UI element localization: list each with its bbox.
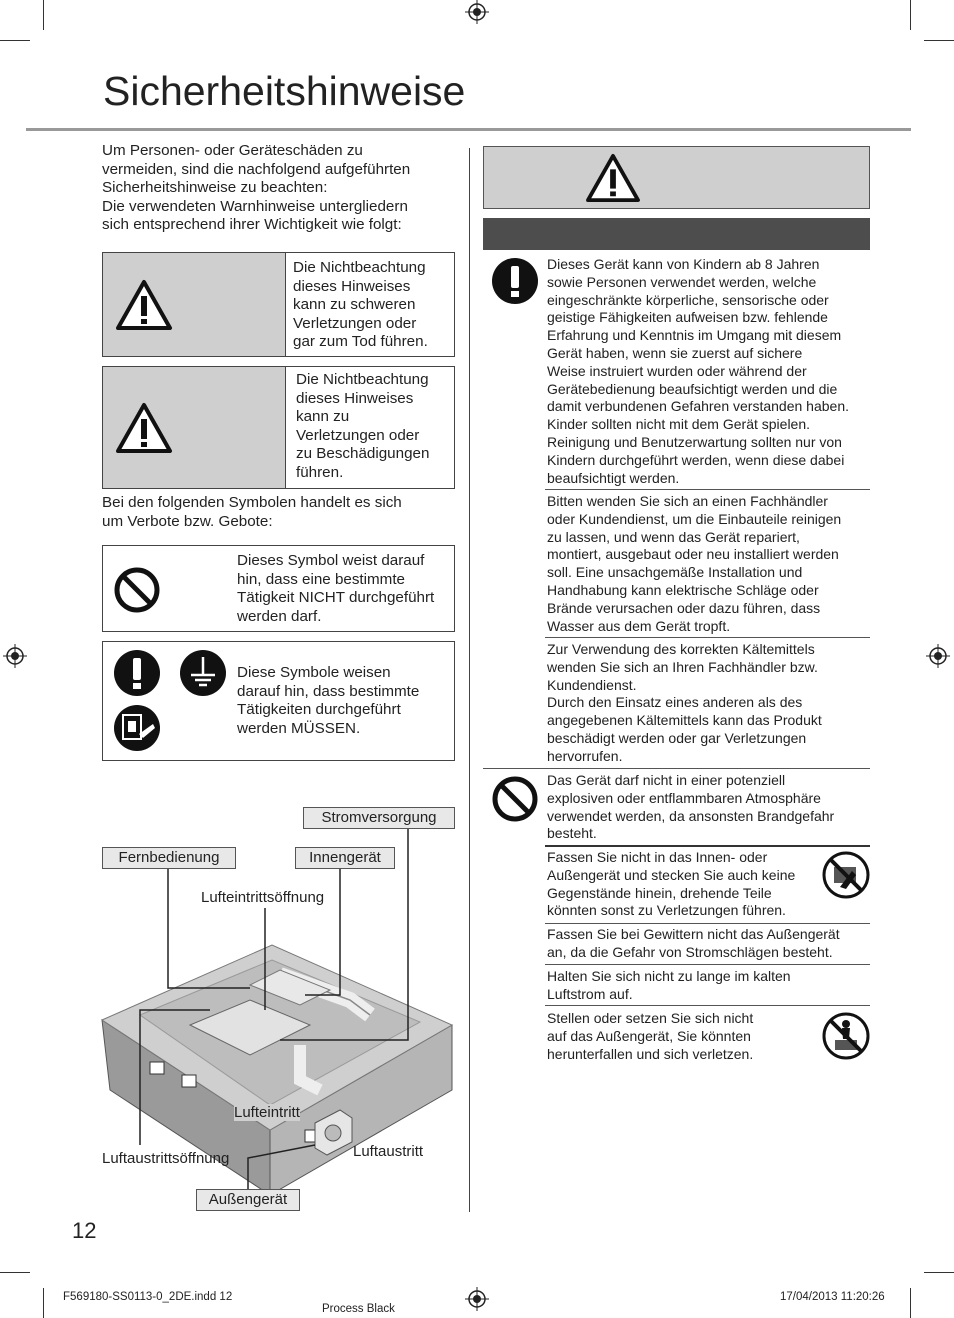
text-line: werden darf. [237, 607, 322, 625]
text-line: Erfahrung und Kenntnis im Umgang mit diesem [547, 327, 842, 344]
safety-text-no-touch [547, 849, 795, 920]
diagram-label-luftaustrittsoeffnung: Luftaustrittsöffnung [102, 1150, 230, 1167]
text-line: geistige Fähigkeiten aufweisen bzw. fehlende [547, 309, 828, 326]
diagram-label-innengeraet: Innengerät [295, 847, 395, 869]
text-line: beaufsichtigt werden. [547, 469, 680, 486]
warning-triangle-icon [115, 402, 173, 454]
mandatory-symbol-box [102, 641, 455, 761]
text-line: zu lassen, und wenn das Gerät repariert, [547, 528, 800, 545]
text-line: soll. Eine unsachgemäße Installation und [547, 564, 803, 581]
intro-text [102, 142, 457, 235]
text-line: hervorrufen. [547, 747, 623, 764]
prohibition-symbol-box [102, 545, 455, 632]
footer-date: 17/04/2013 11:20:26 [780, 1291, 885, 1303]
text-line: Gerätebedienung beaufsichtigt werden und die [547, 380, 838, 397]
crop-mark [0, 40, 30, 41]
text-line: könnten sonst zu Verletzungen führen. [547, 902, 786, 919]
crop-mark [43, 1288, 44, 1318]
warning-level-box [102, 252, 455, 357]
text-line: Das Gerät darf nicht in einer potenziell [547, 772, 786, 788]
text-line: Halten Sie sich nicht zu lange im kalten [547, 968, 791, 984]
footer-file: F569180-SS0113-0_2DE.indd 12 [63, 1291, 233, 1303]
title-rule [26, 128, 911, 131]
text-line: Zur Verwendung des korrekten Kältemittels [547, 641, 815, 657]
text-line: Kinder sollten nicht mit dem Gerät spielen. [547, 416, 811, 433]
mandatory-text [237, 664, 419, 738]
text-line: zu Beschädigungen [296, 445, 430, 463]
text-line: Gerät haben, wenn sie zuerst auf sichere [547, 344, 803, 361]
text-line: hin, dass eine bestimmte [237, 570, 405, 588]
warning-level-header [103, 253, 286, 356]
text-line: Luftstrom auf. [547, 985, 633, 1002]
diagram-label-fernbedienung: Fernbedienung [102, 847, 236, 869]
divider [483, 768, 870, 769]
text-line: besteht. [547, 825, 597, 842]
prohibition-icon [491, 775, 539, 823]
text-line: Kindern durchgeführt werden, wenn diese dabei [547, 451, 845, 468]
text-line: Tätigkeiten durchgeführt [237, 701, 401, 719]
text-line: Verletzungen oder [293, 314, 417, 332]
caution-level-header [103, 367, 286, 488]
diagram-label-luftaustritt: Luftaustritt [353, 1143, 424, 1160]
text-line: gar zum Tod führen. [293, 333, 428, 351]
text-line: Gegenstände hinein, drehende Teile [547, 884, 772, 901]
safety-text-thunderstorm [547, 926, 840, 962]
no-climbing-icon [822, 1012, 870, 1060]
text-line: oder Kundendienst, um die Einbauteile reinigen [547, 510, 842, 527]
text-line: führen. [296, 463, 344, 481]
warning-triangle-icon [584, 153, 642, 203]
crop-mark [924, 40, 954, 41]
text-line: Außengerät und stecken Sie auch keine [547, 866, 796, 883]
text-line: sowie Personen verwendet werden, welche [547, 273, 817, 290]
text-line: auf das Außengerät, Sie könnten [547, 1027, 751, 1044]
crop-mark [910, 1288, 911, 1318]
divider [545, 923, 870, 924]
text-line: an, da die Gefahr von Stromschlägen besteht. [547, 943, 833, 960]
safety-text-cold-airflow [547, 968, 791, 1004]
safety-text-explosive [547, 772, 834, 843]
text-line: darauf hin, dass bestimmte [237, 682, 420, 700]
diagram-label-stromversorgung: Stromversorgung [303, 807, 455, 829]
page-title: Sicherheitshinweise [103, 68, 466, 114]
text-line: Stellen oder setzen Sie sich nicht [547, 1010, 754, 1026]
page-number: 12 [72, 1218, 97, 1243]
text-line: Kundendienst. [547, 676, 637, 693]
text-line: damit verbundenen Gefahren verstanden haben. [547, 398, 849, 415]
prohibition-text [237, 552, 434, 626]
footer-process: Process Black [322, 1303, 395, 1315]
intro-line: vermeiden, sind die nachfolgend aufgeführten [102, 160, 411, 178]
diagram-label-aussengeraet: Außengerät [196, 1189, 300, 1211]
text-line: Dieses Gerät kann von Kindern ab 8 Jahren [547, 256, 820, 272]
safety-text-refrigerant [547, 641, 822, 766]
intro-line: Um Personen- oder Geräteschäden zu [102, 142, 363, 159]
prohibition-icon [113, 566, 161, 614]
text-line: Reinigung und Benutzerwartung sollten nur von [547, 433, 842, 450]
unplug-icon [113, 704, 161, 752]
text-line: eingeschränkte körperliche, sensorische oder [547, 291, 829, 308]
diagram-label-lufteintrittsoeffnung: Lufteintrittsöffnung [201, 889, 325, 906]
warning-triangle-icon [115, 279, 173, 331]
caution-level-box [102, 366, 455, 489]
intro-line: Sicherheitshinweise zu beachten: [102, 179, 328, 197]
text-line: Wasser aus dem Gerät tropft. [547, 617, 731, 634]
registration-mark-icon [465, 0, 489, 24]
text-line: herunterfallen und sich verletzen. [547, 1045, 754, 1062]
text-line: Verletzungen oder [296, 426, 420, 444]
text-line: Fassen Sie nicht in das Innen- oder [547, 849, 768, 865]
text-line: Fassen Sie bei Gewittern nicht das Außengerät [547, 926, 840, 942]
earth-ground-icon [179, 649, 227, 697]
text-line: Die Nichtbeachtung [293, 259, 426, 276]
warning-header-box [483, 146, 870, 209]
divider [545, 1005, 870, 1006]
section-header-bar [483, 218, 870, 250]
divider [545, 845, 870, 847]
text-line: verwendet werden, da ansonsten Brandgefahr [547, 807, 835, 824]
divider [545, 964, 870, 965]
text-line: angegebenen Kältemittels kann das Produkt [547, 712, 822, 729]
safety-text-no-climbing [547, 1010, 753, 1063]
text-line: Bei den folgenden Symbolen handelt es sich [102, 494, 402, 511]
text-line: explosiven oder entflammbaren Atmosphäre [547, 789, 821, 806]
text-line: wenden Sie sich an Ihren Fachhändler bzw. [547, 658, 818, 675]
mandatory-exclamation-icon [113, 649, 161, 697]
warning-level-text [293, 259, 428, 352]
text-line: Handhabung kann elektrische Schläge oder [547, 581, 819, 598]
crop-mark [910, 0, 911, 30]
text-line: kann zu schweren [293, 296, 416, 314]
intro-line: Die verwendeten Warnhinweise untergliedern [102, 197, 408, 215]
mandatory-exclamation-icon [491, 257, 539, 305]
crop-mark [0, 1272, 30, 1273]
safety-text-installation [547, 493, 841, 635]
divider [545, 637, 870, 638]
registration-mark-icon [3, 644, 27, 668]
text-line: Bitten wenden Sie sich an einen Fachhändler [547, 493, 828, 509]
diagram-label-lufteintritt: Lufteintritt [234, 1104, 300, 1121]
text-line: kann zu [296, 408, 350, 426]
text-line: werden MÜSSEN. [237, 719, 361, 737]
text-line: Brände verursachen oder dazu führen, dass [547, 599, 821, 616]
text-line: Durch den Einsatz eines anderen als des [547, 694, 803, 711]
safety-text-children [547, 256, 849, 487]
text-line: dieses Hinweises [296, 389, 414, 407]
divider [545, 489, 870, 490]
text-line: Die Nichtbeachtung [296, 371, 429, 388]
caution-level-text [296, 371, 429, 483]
column-separator [469, 148, 470, 1212]
text-line: Weise instruiert wurden oder während der [547, 362, 807, 379]
text-line: beschädigt werden oder gar Verletzungen [547, 729, 807, 746]
text-line: Diese Symbole weisen [237, 664, 391, 681]
no-touch-icon [822, 851, 870, 899]
text-line: Dieses Symbol weist darauf [237, 552, 425, 569]
text-line: montiert, ausgebaut oder neu installiert werden [547, 546, 839, 563]
crop-mark [43, 0, 44, 30]
text-line: Tätigkeit NICHT durchgeführt [237, 589, 435, 607]
text-line: um Verbote bzw. Gebote: [102, 512, 273, 530]
registration-mark-icon [926, 644, 950, 668]
intro-line: sich entsprechend ihrer Wichtigkeit wie folgt: [102, 216, 402, 234]
text-line: dieses Hinweises [293, 277, 411, 295]
symbols-intro [102, 494, 402, 531]
registration-mark-icon [465, 1287, 489, 1311]
crop-mark [924, 1272, 954, 1273]
